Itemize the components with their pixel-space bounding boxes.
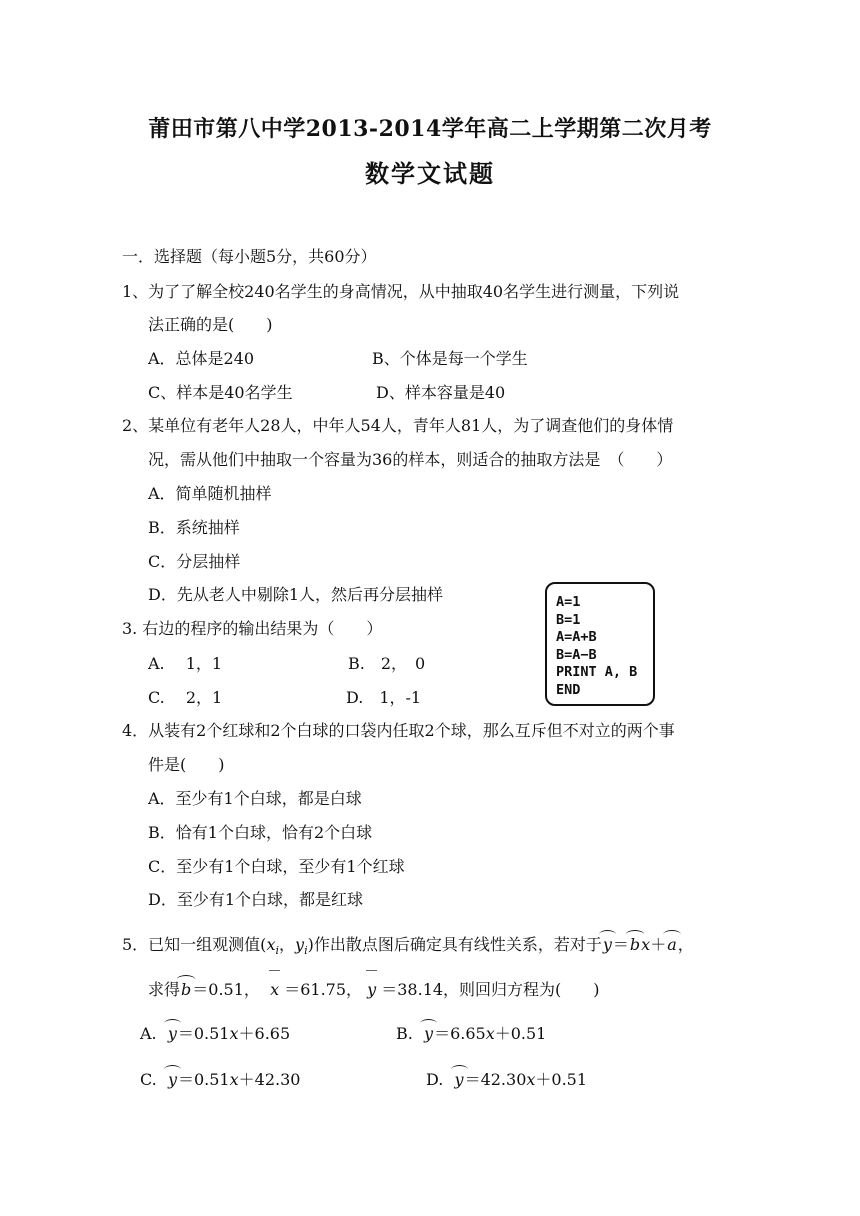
math-x: x	[229, 1070, 239, 1089]
q1-option-b: B、个体是每一个学生	[372, 349, 528, 368]
q1-stem-line2: 法正确的是( )	[148, 315, 273, 334]
q5-text: ＝6.65	[434, 1024, 486, 1043]
q2-option-d: D．先从老人中剔除1人，然后再分层抽样	[148, 585, 444, 604]
q2-stem-line1: 2、某单位有老年人28人，中年人54人，青年人81人，为了调查他们的身体情	[122, 416, 674, 435]
y-hat: y	[167, 1070, 177, 1089]
math-x: x	[485, 1024, 495, 1043]
q5-text: )作出散点图后确定具有线性关系，若对于	[307, 935, 602, 954]
b-hat: b	[181, 980, 192, 999]
y-bar: y	[367, 980, 377, 999]
q3-option-a: A. 1，1	[148, 654, 223, 673]
option-label: D.	[426, 1070, 444, 1089]
section-heading: 一．选择题（每小题5分，共60分）	[122, 247, 377, 266]
program-line: A=A+B	[556, 629, 597, 646]
q2-option-a: A．简单随机抽样	[148, 484, 272, 503]
math-x: x	[229, 1024, 239, 1043]
q5-option-d	[426, 1070, 587, 1090]
math-sub: i	[304, 944, 308, 958]
q1-option-a: A．总体是240	[148, 349, 255, 368]
q3-option-d: D. 1，-1	[346, 688, 422, 707]
y-hat: y	[454, 1070, 464, 1089]
page-title: 莆田市第八中学2013-2014学年高二上学期第二次月考	[148, 116, 712, 142]
q5-option-a	[140, 1024, 290, 1044]
q5-text: ＝	[612, 935, 629, 954]
x-bar: x	[270, 980, 280, 999]
q5-option-b	[396, 1024, 546, 1044]
q4-stem-line2: 件是( )	[148, 755, 225, 774]
q5-option-c	[140, 1070, 300, 1090]
q1-stem-line1: 1、为了了解全校240名学生的身高情况，从中抽取40名学生进行测量，下列说	[122, 282, 680, 301]
q1-option-d: D、样本容量是40	[376, 383, 506, 402]
q4-option-d: D．至少有1个白球，都是红球	[148, 890, 364, 909]
option-label: C.	[140, 1070, 157, 1089]
q5-text: ＋0.51	[494, 1024, 547, 1043]
math-x: x	[526, 1070, 536, 1089]
a-hat: a	[667, 935, 677, 954]
q5-text: 5．已知一组观测值(	[122, 935, 267, 954]
q5-text: ＝0.51	[177, 1024, 230, 1043]
q4-option-b: B．恰有1个白球，恰有2个白球	[148, 823, 373, 842]
program-line: A=1	[556, 594, 581, 610]
q2-stem-line2: 况，需从他们中抽取一个容量为36的样本，则适合的抽取方法是 （ ）	[148, 450, 673, 469]
program-box	[545, 582, 655, 706]
q5-text: ＝38.14，则回归方程为( )	[381, 980, 600, 999]
q5-text: ＝0.51，	[192, 980, 260, 999]
q5-text: ，	[677, 935, 694, 954]
q4-option-c: C．至少有1个白球，至少有1个红球	[148, 857, 405, 876]
program-line: B=A−B	[556, 646, 597, 663]
q5-text: ＝61.75，	[284, 980, 363, 999]
q4-stem-line1: 4．从装有2个红球和2个白球的口袋内任取2个球，那么互斥但不对立的两个事	[122, 721, 675, 740]
q5-stem-line1	[122, 935, 694, 961]
b-hat: b	[629, 935, 641, 954]
y-hat: y	[424, 1024, 434, 1043]
y-hat: y	[167, 1024, 177, 1043]
q3-option-c: C. 2，1	[148, 688, 223, 707]
y-hat: y	[602, 935, 612, 954]
q3-option-b: B. 2， 0	[348, 654, 426, 673]
q5-text: ＋	[650, 935, 667, 954]
q5-text: ，	[279, 935, 296, 954]
program-line: B=1	[556, 611, 581, 628]
math-x: x	[266, 935, 276, 954]
q5-stem-line2	[148, 980, 600, 1000]
q5-text: ＝42.30	[464, 1070, 527, 1089]
q2-option-b: B．系统抽样	[148, 518, 240, 537]
q5-text: ＝0.51	[177, 1070, 230, 1089]
program-line: PRINT A, B	[556, 664, 638, 681]
math-sub: i	[275, 944, 279, 958]
math-x: x	[641, 935, 651, 954]
q4-option-a: A．至少有1个白球，都是白球	[148, 789, 362, 808]
option-label: A.	[140, 1024, 157, 1043]
q1-option-c: C、样本是40名学生	[148, 383, 293, 402]
q5-text: 求得	[148, 980, 181, 999]
page-subtitle: 数学文试题	[365, 159, 495, 188]
q5-text: ＋42.30	[238, 1070, 301, 1089]
math-y: y	[295, 935, 305, 954]
q2-option-c: C．分层抽样	[148, 552, 241, 571]
q5-text: ＋6.65	[238, 1024, 291, 1043]
q3-stem: 3. 右边的程序的输出结果为（ ）	[122, 619, 383, 638]
program-line: END	[556, 681, 581, 698]
option-label: B.	[396, 1024, 413, 1043]
q5-text: ＋0.51	[535, 1070, 588, 1089]
